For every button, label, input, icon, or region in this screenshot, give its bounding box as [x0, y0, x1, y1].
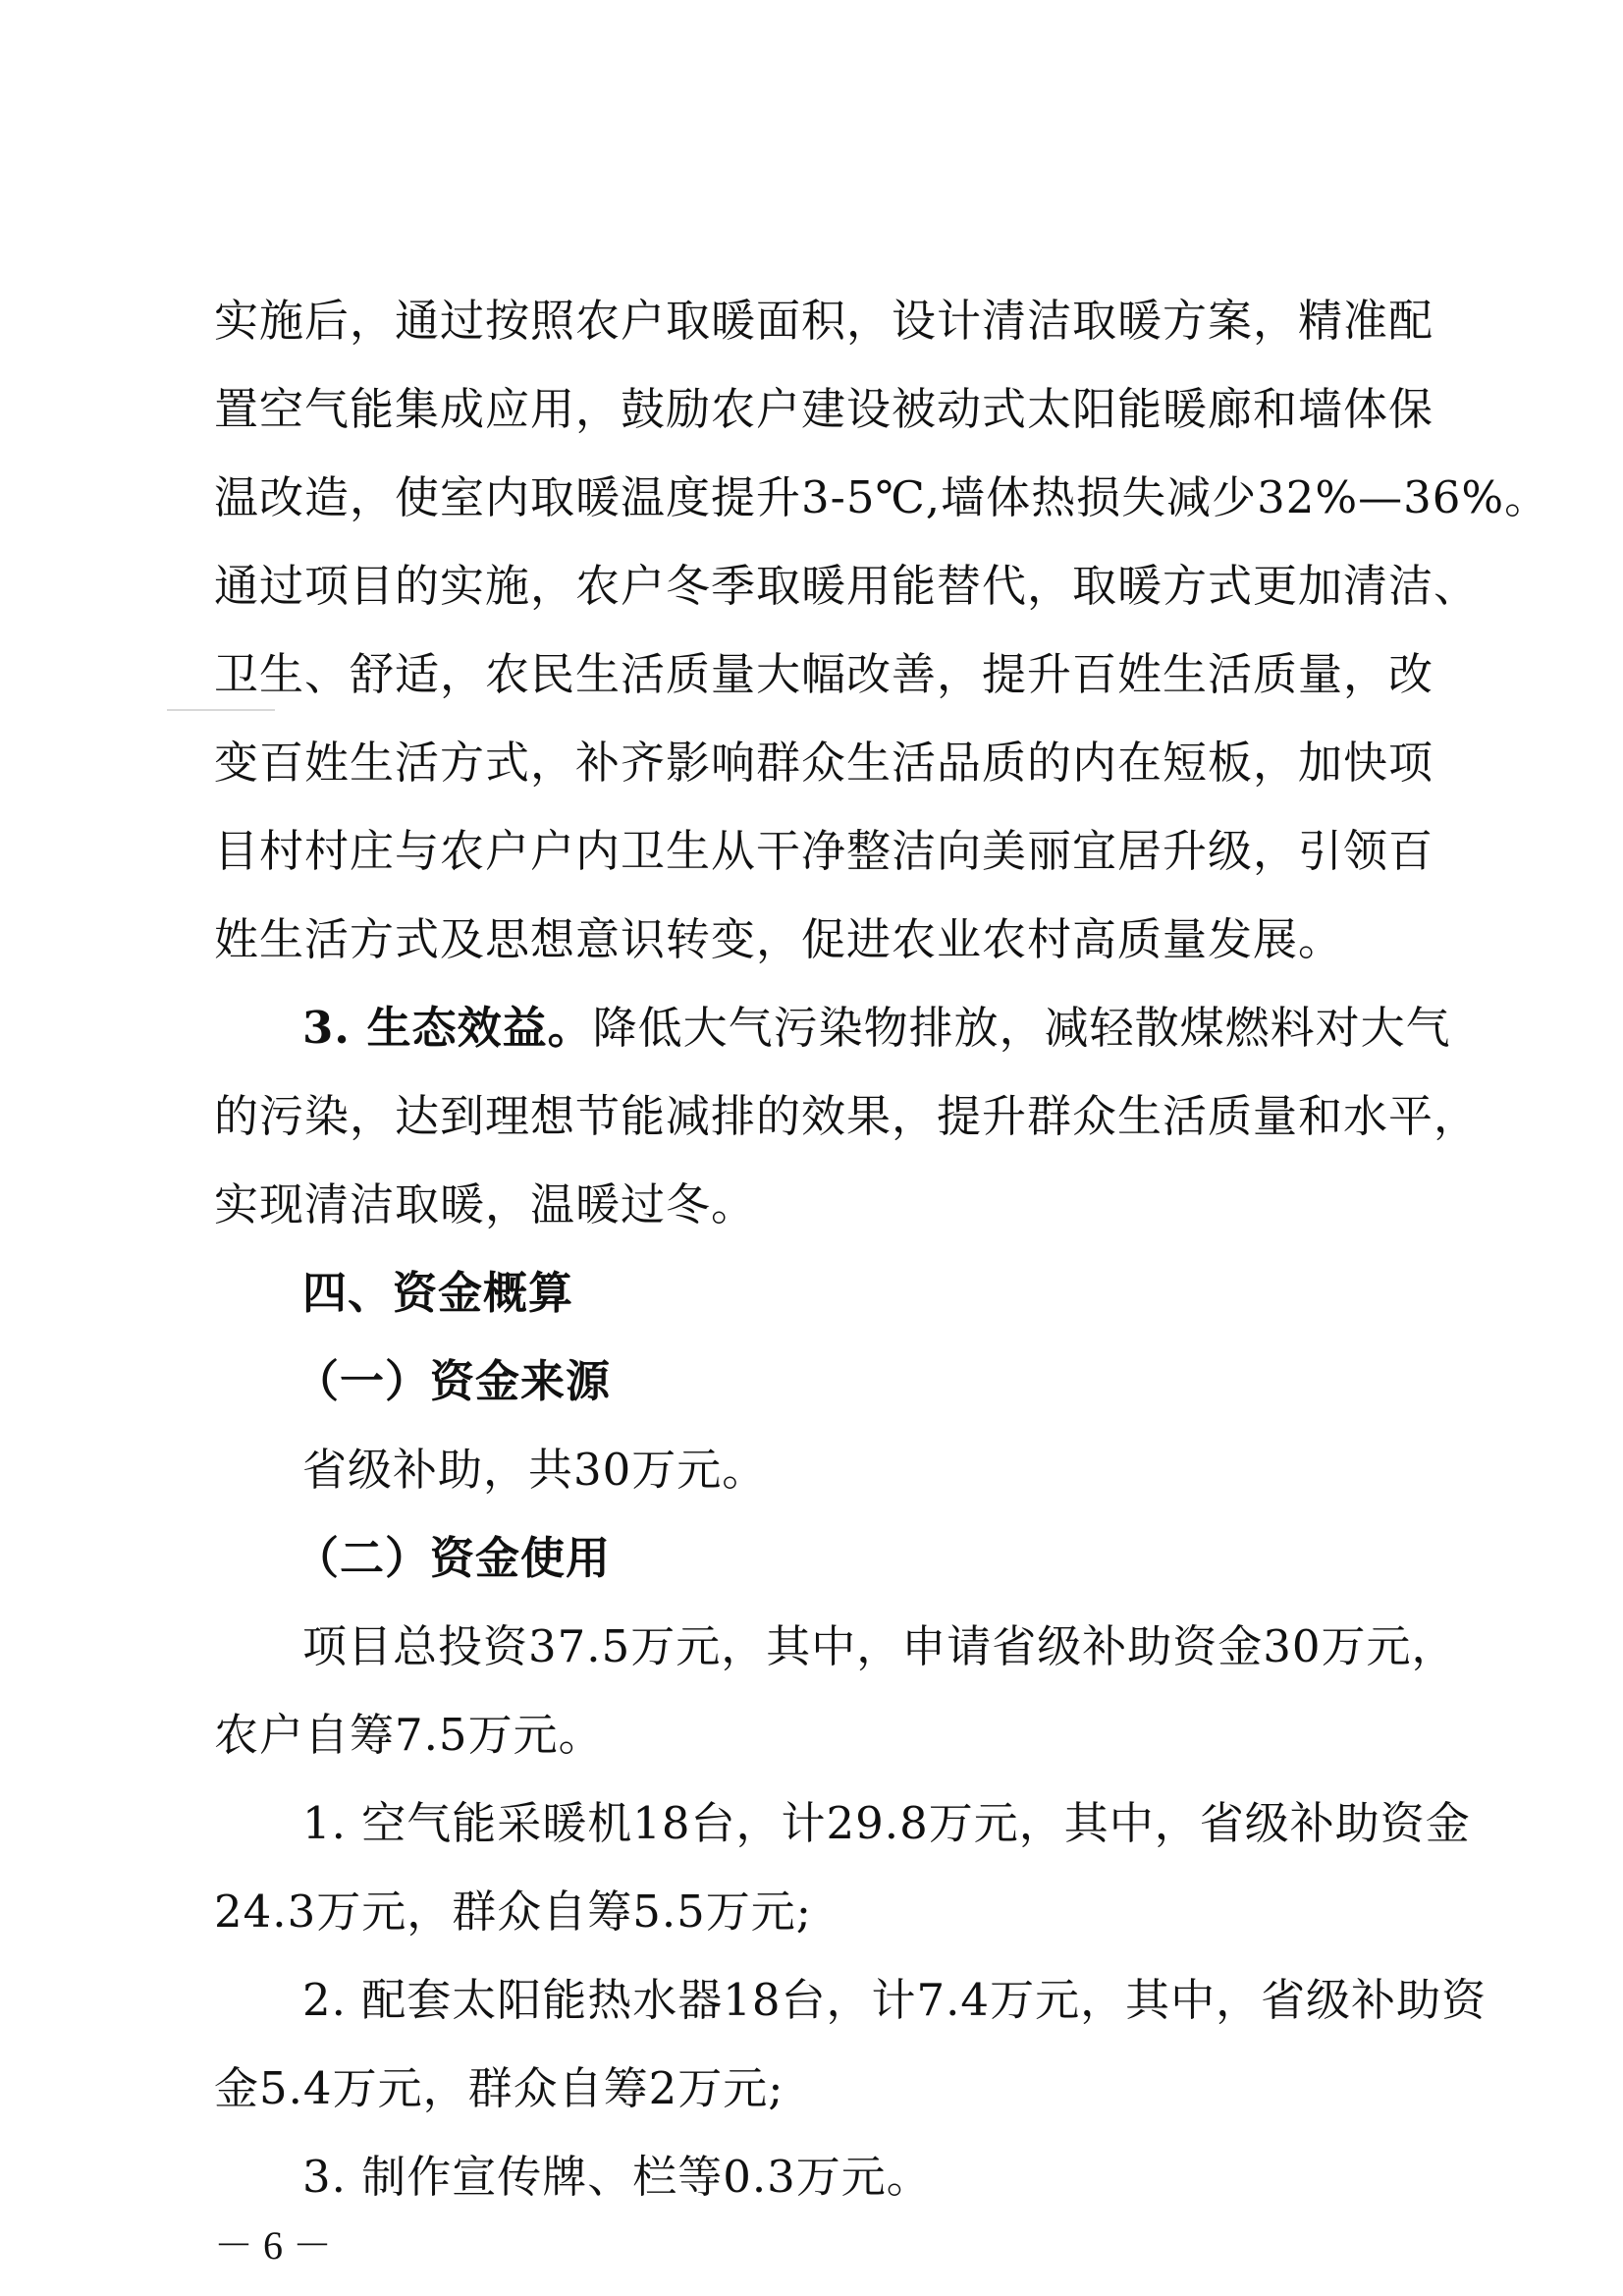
ecological-benefit-label: 3. 生态效益。 [302, 1002, 593, 1054]
subheading-funding-usage: （二）资金使用 [295, 1532, 612, 1584]
paragraph-line-1: 实施后，通过按照农户取暖面积，设计清洁取暖方案，精准配 [214, 295, 1434, 347]
ecological-benefit-line-3: 实现清洁取暖，温暖过冬。 [214, 1178, 757, 1230]
funding-source-text: 省级补助，共30万元。 [302, 1444, 768, 1496]
usage-item-2-line-1: 2. 配套太阳能热水器18台，计7.4万元，其中，省级补助资 [302, 1974, 1488, 2026]
paragraph-line-3: 温改造，使室内取暖温度提升3-5℃,墙体热损失减少32%—36%。 [214, 471, 1550, 523]
ecological-benefit-text: 降低大气污染物排放，减轻散煤燃料对大气 [592, 1002, 1451, 1054]
paragraph-line-4: 通过项目的实施，农户冬季取暖用能替代，取暖方式更加清洁、 [214, 560, 1480, 612]
usage-item-2-line-2: 金5.4万元，群众自筹2万元; [214, 2062, 784, 2114]
funding-usage-line-2: 农户自筹7.5万元。 [214, 1709, 604, 1761]
scan-artifact-line [167, 709, 275, 711]
section-heading-funding-estimate: 四、资金概算 [302, 1267, 574, 1319]
paragraph-line-6: 变百姓生活方式，补齐影响群众生活品质的内在短板，加快项 [214, 737, 1434, 789]
funding-usage-line-1: 项目总投资37.5万元，其中，申请省级补助资金30万元， [302, 1620, 1457, 1672]
subheading-funding-source: （一）资金来源 [295, 1355, 612, 1407]
page-number: － 6 － [214, 2223, 332, 2268]
ecological-benefit-line-2: 的污染，达到理想节能减排的效果，提升群众生活质量和水平， [214, 1090, 1480, 1142]
ecological-benefit-line [302, 999, 1451, 1058]
paragraph-line-2: 置空气能集成应用，鼓励农户建设被动式太阳能暖廊和墙体保 [214, 383, 1434, 435]
paragraph-line-5: 卫生、舒适，农民生活质量大幅改善，提升百姓生活质量，改 [214, 648, 1434, 700]
paragraph-line-8: 姓生活方式及思想意识转变，促进农业农村高质量发展。 [214, 913, 1344, 965]
paragraph-line-7: 目村村庄与农户户内卫生从干净整洁向美丽宜居升级，引领百 [214, 825, 1434, 877]
usage-item-1-line-2: 24.3万元，群众自筹5.5万元; [214, 1886, 812, 1938]
usage-item-1-line-1: 1. 空气能采暖机18台，计29.8万元，其中，省级补助资金 [302, 1797, 1471, 1849]
usage-item-3: 3. 制作宣传牌、栏等0.3万元。 [302, 2151, 932, 2203]
